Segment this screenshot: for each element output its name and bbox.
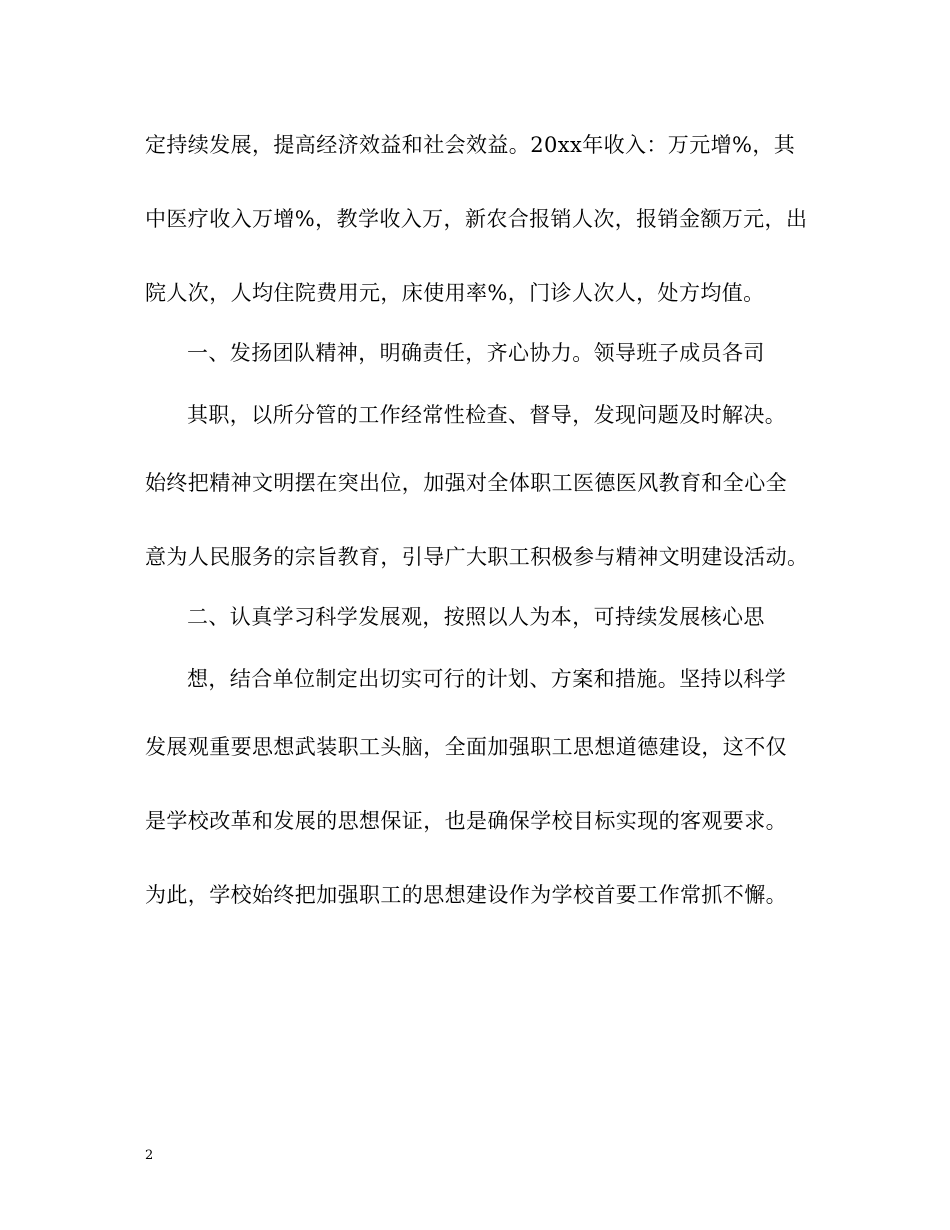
text-line-1: 定持续发展，提高经济效益和社会效益。20xx年收入：万元增%，其 <box>145 133 796 157</box>
text-line-12: 为此，学校始终把加强职工的思想建设作为学校首要工作常抓不懈。 <box>145 883 787 907</box>
text-line-5: 其职，以所分管的工作经常性检查、督导，发现问题及时解决。 <box>187 403 787 427</box>
text-line-3: 院人次，人均住院费用元，床使用率%，门诊人次人，处方均值。 <box>145 281 765 305</box>
text-line-8: 二、认真学习科学发展观，按照以人为本，可持续发展核心思 <box>187 605 765 629</box>
page-number: 2 <box>145 1148 154 1163</box>
text-line-10: 发展观重要思想武装职工头脑，全面加强职工思想道德建设，这不仅 <box>145 735 787 759</box>
text-line-9: 想，结合单位制定出切实可行的计划、方案和措施。坚持以科学 <box>187 667 787 691</box>
text-line-6: 始终把精神文明摆在突出位，加强对全体职工医德医风教育和全心全 <box>145 471 787 495</box>
text-line-7: 意为人民服务的宗旨教育，引导广大职工积极参与精神文明建设活动。 <box>145 545 809 569</box>
text-line-2: 中医疗收入万增%，教学收入万，新农合报销人次，报销金额万元，出 <box>145 207 808 231</box>
text-line-11: 是学校改革和发展的思想保证，也是确保学校目标实现的客观要求。 <box>145 809 787 833</box>
text-line-4: 一、发扬团队精神，明确责任，齐心协力。领导班子成员各司 <box>187 341 765 365</box>
